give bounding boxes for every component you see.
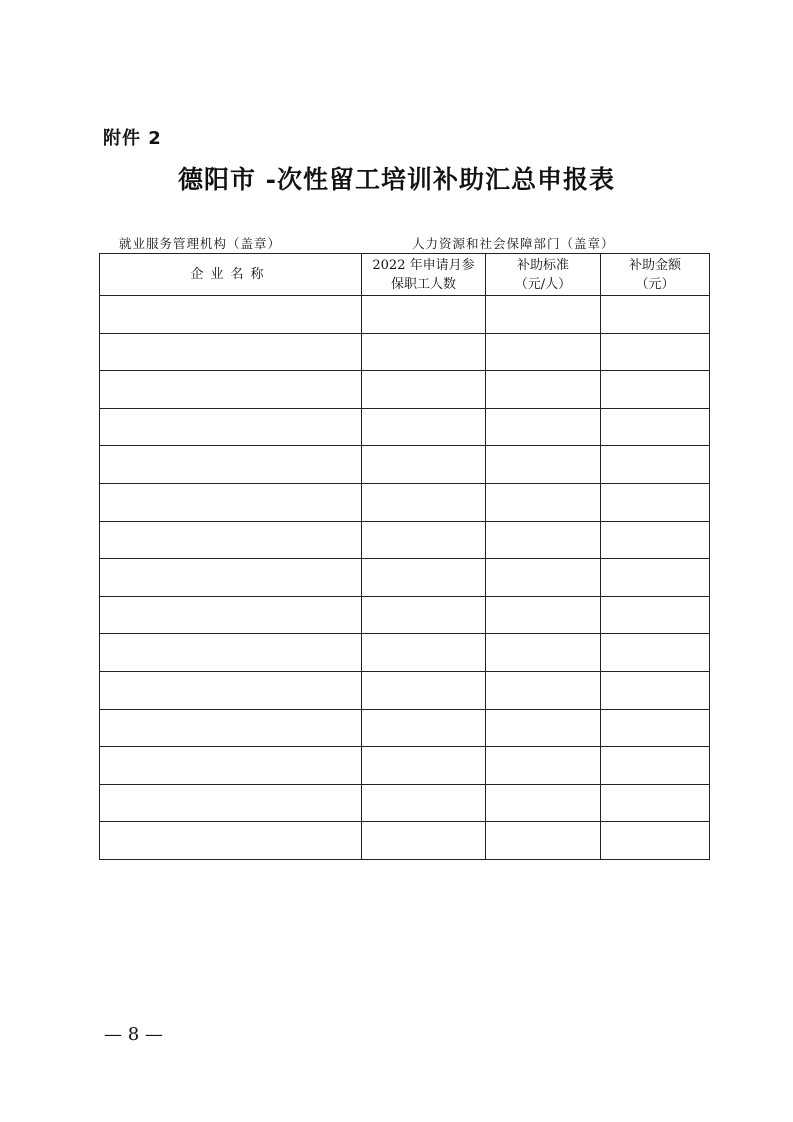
stamp-employment-agency: 就业服务管理机构（盖章） — [119, 236, 282, 251]
cell-subsidy-amount[interactable] — [601, 822, 710, 860]
cell-company-name[interactable] — [100, 747, 362, 785]
cell-company-name[interactable] — [100, 634, 362, 672]
stamp-hr-department: 人力资源和社会保障部门（盖章） — [412, 236, 615, 251]
cell-subsidy-standard[interactable] — [486, 822, 601, 860]
cell-insured-employees[interactable] — [362, 634, 486, 672]
cell-company-name[interactable] — [100, 822, 362, 860]
cell-subsidy-standard[interactable] — [486, 784, 601, 822]
cell-insured-employees[interactable] — [362, 747, 486, 785]
cell-insured-employees[interactable] — [362, 784, 486, 822]
attachment-label: 附件 2 — [103, 128, 162, 149]
cell-insured-employees[interactable] — [362, 371, 486, 409]
cell-subsidy-standard[interactable] — [486, 559, 601, 597]
table-row — [100, 709, 710, 747]
cell-insured-employees[interactable] — [362, 333, 486, 371]
table-row — [100, 446, 710, 484]
header-line: （元/人） — [514, 276, 572, 292]
cell-subsidy-standard[interactable] — [486, 634, 601, 672]
cell-insured-employees[interactable] — [362, 446, 486, 484]
table-row — [100, 333, 710, 371]
cell-company-name[interactable] — [100, 671, 362, 709]
table-row — [100, 671, 710, 709]
cell-subsidy-standard[interactable] — [486, 371, 601, 409]
cell-company-name[interactable] — [100, 784, 362, 822]
cell-company-name[interactable] — [100, 371, 362, 409]
cell-company-name[interactable] — [100, 483, 362, 521]
cell-insured-employees[interactable] — [362, 296, 486, 334]
cell-subsidy-standard[interactable] — [486, 408, 601, 446]
cell-subsidy-amount[interactable] — [601, 483, 710, 521]
header-line: 企业名称 — [190, 267, 271, 282]
cell-subsidy-standard[interactable] — [486, 446, 601, 484]
header-line: 补助金额 — [628, 257, 681, 273]
cell-subsidy-standard[interactable] — [486, 747, 601, 785]
header-line: 保职工人数 — [390, 276, 456, 292]
cell-subsidy-amount[interactable] — [601, 446, 710, 484]
cell-subsidy-amount[interactable] — [601, 671, 710, 709]
cell-company-name[interactable] — [100, 446, 362, 484]
table-row — [100, 483, 710, 521]
cell-insured-employees[interactable] — [362, 408, 486, 446]
cell-company-name[interactable] — [100, 408, 362, 446]
cell-subsidy-amount[interactable] — [601, 408, 710, 446]
cell-subsidy-amount[interactable] — [601, 596, 710, 634]
cell-subsidy-amount[interactable] — [601, 634, 710, 672]
cell-subsidy-amount[interactable] — [601, 747, 710, 785]
cell-subsidy-amount[interactable] — [601, 559, 710, 597]
table-row — [100, 596, 710, 634]
cell-company-name[interactable] — [100, 559, 362, 597]
table-header-row — [100, 254, 710, 296]
header-line: 补助标准 — [516, 257, 569, 273]
cell-subsidy-standard[interactable] — [486, 671, 601, 709]
cell-company-name[interactable] — [100, 333, 362, 371]
table-row — [100, 371, 710, 409]
summary-table — [99, 253, 710, 860]
header-insured-employees — [362, 254, 486, 296]
table-row — [100, 747, 710, 785]
cell-subsidy-amount[interactable] — [601, 709, 710, 747]
table-row — [100, 559, 710, 597]
cell-insured-employees[interactable] — [362, 671, 486, 709]
cell-subsidy-standard[interactable] — [486, 596, 601, 634]
cell-subsidy-amount[interactable] — [601, 371, 710, 409]
page-title: 德阳市 -次性留工培训补助汇总申报表 — [177, 165, 616, 194]
table-row — [100, 521, 710, 559]
page-number: — 8 — — [104, 1024, 163, 1045]
cell-subsidy-amount[interactable] — [601, 784, 710, 822]
header-subsidy-amount — [601, 254, 710, 296]
header-line: 2022 年申请月参 — [372, 257, 475, 273]
header-line: （元） — [635, 276, 675, 292]
cell-subsidy-standard[interactable] — [486, 709, 601, 747]
table-row — [100, 408, 710, 446]
cell-subsidy-standard[interactable] — [486, 483, 601, 521]
cell-insured-employees[interactable] — [362, 822, 486, 860]
header-subsidy-standard — [486, 254, 601, 296]
cell-insured-employees[interactable] — [362, 483, 486, 521]
table-body — [100, 296, 710, 860]
table-row — [100, 296, 710, 334]
table-row — [100, 784, 710, 822]
cell-subsidy-amount[interactable] — [601, 521, 710, 559]
cell-subsidy-standard[interactable] — [486, 333, 601, 371]
table-row — [100, 822, 710, 860]
cell-company-name[interactable] — [100, 521, 362, 559]
cell-insured-employees[interactable] — [362, 596, 486, 634]
cell-company-name[interactable] — [100, 709, 362, 747]
cell-subsidy-amount[interactable] — [601, 296, 710, 334]
cell-insured-employees[interactable] — [362, 521, 486, 559]
table-row — [100, 634, 710, 672]
cell-insured-employees[interactable] — [362, 709, 486, 747]
cell-company-name[interactable] — [100, 596, 362, 634]
cell-subsidy-standard[interactable] — [486, 521, 601, 559]
cell-subsidy-amount[interactable] — [601, 333, 710, 371]
header-company-name — [100, 254, 362, 296]
cell-insured-employees[interactable] — [362, 559, 486, 597]
cell-company-name[interactable] — [100, 296, 362, 334]
cell-subsidy-standard[interactable] — [486, 296, 601, 334]
